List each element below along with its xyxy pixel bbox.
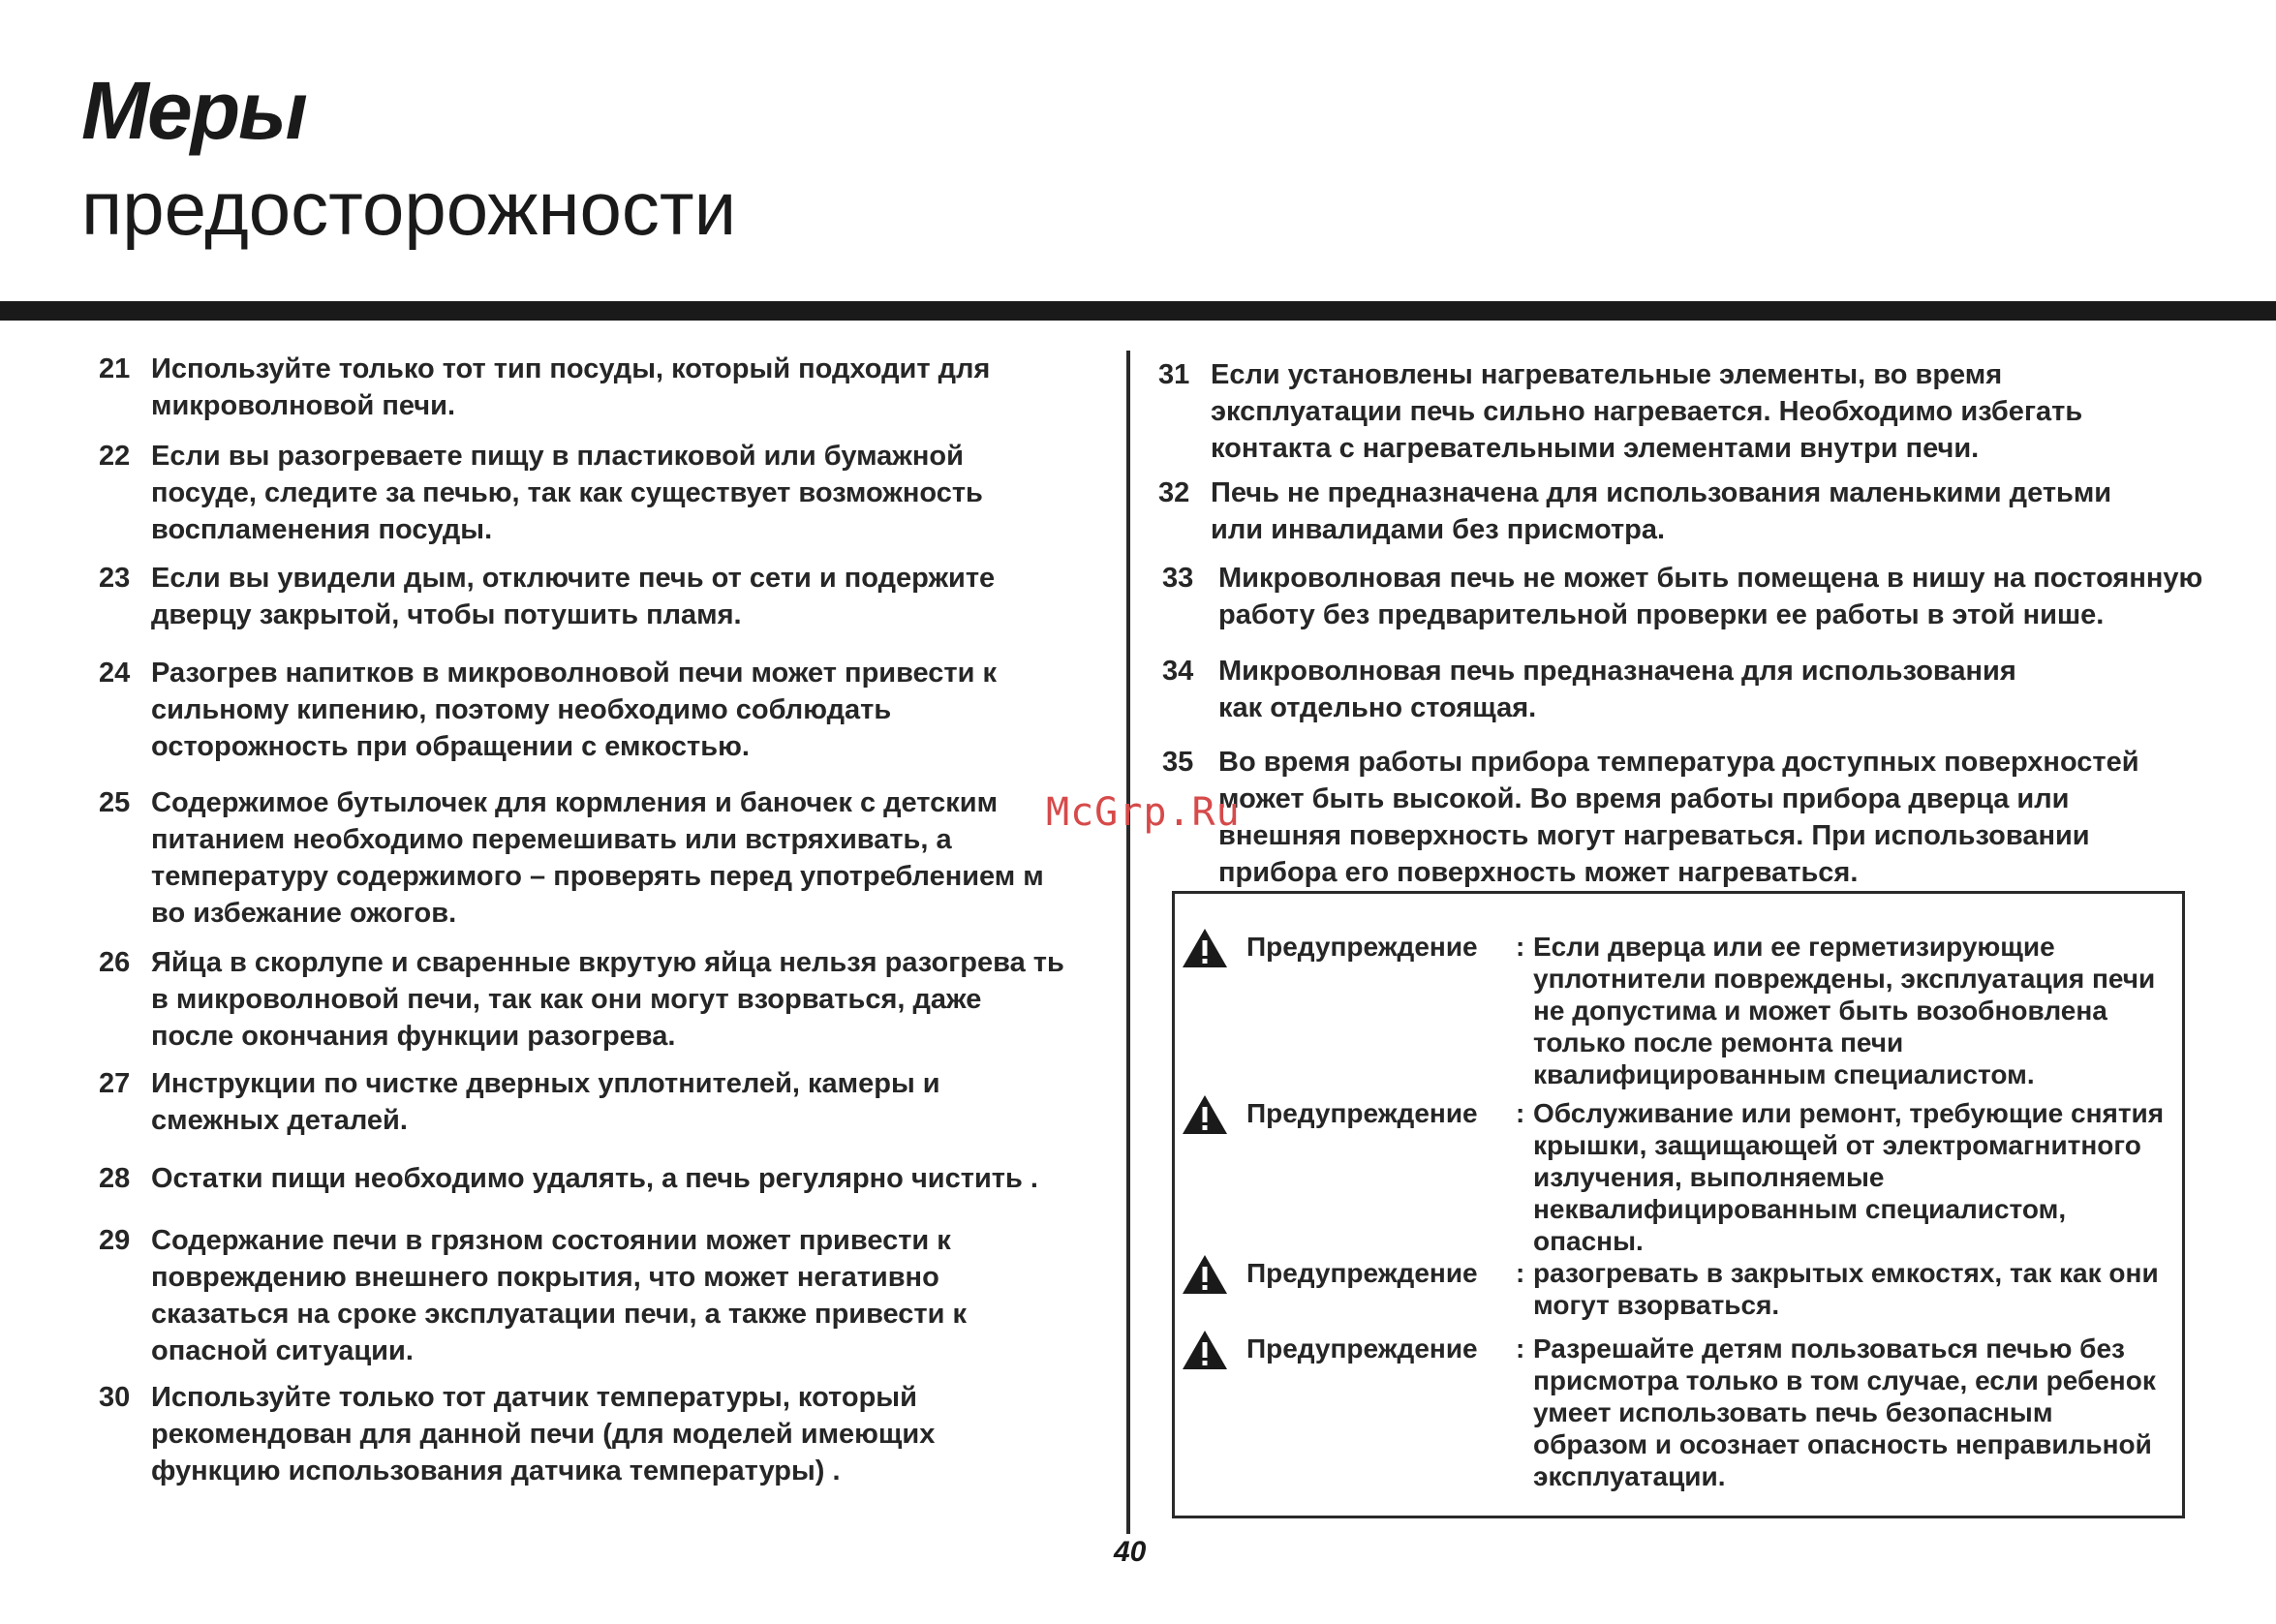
list-item-23 xyxy=(99,560,1106,633)
item-number: 24 xyxy=(99,658,131,689)
list-item-26 xyxy=(99,944,1106,1055)
warning-label: Предупреждение xyxy=(1246,1333,1478,1364)
item-text: Используйте только тот тип посуды, который подходит для микроволновой печи. xyxy=(151,353,991,421)
item-text: Микроволновая печь предназначена для использования как отдельно стоящая. xyxy=(1218,656,2016,723)
list-item-35 xyxy=(1158,744,2233,891)
warning-label: Предупреждение xyxy=(1246,932,1478,962)
list-item-22 xyxy=(99,438,1106,548)
item-text: Остатки пищи необходимо удалять, а печь регулярно чистить . xyxy=(151,1163,1038,1194)
item-text: Во время работы прибора температура доступных поверхностей может быть высокой. Во время работы прибора дверца или внешняя поверхность могут нагреваться. При использовании прибора его поверхность может нагреваться. xyxy=(1218,747,2139,888)
item-number: 23 xyxy=(99,563,131,594)
warning-text: Разрешайте детям пользоваться печью без присмотра только в том случае, если ребенок умеет использовать печь безопасным образом и осознает опасность неправильной эксплуатации. xyxy=(1533,1333,2156,1491)
warning-text: Обслуживание или ремонт, требующие снятия крышки, защищающей от электромагнитного излучения, выполняемые неквалифицированным специалистом, опасны. xyxy=(1533,1098,2165,1256)
item-number: 32 xyxy=(1158,477,1190,508)
list-item-27 xyxy=(99,1065,1106,1139)
list-item-25 xyxy=(99,784,1106,932)
warning-triangle-icon xyxy=(1181,1329,1229,1371)
item-number: 29 xyxy=(99,1225,131,1256)
warning-text: Если дверца или ее герметизирующие уплотнители повреждены, эксплуатация печи не допустима и может быть возобновлена только после ремонта печи квалифицированным специалистом. xyxy=(1533,932,2156,1089)
item-text: Разогрев напитков в микроволновой печи может привести к сильному кипению, поэтому необходимо соблюдать осторожность при обращении с емкостью. xyxy=(151,658,998,762)
warning-colon: : xyxy=(1516,1098,1525,1128)
item-number: 28 xyxy=(99,1163,131,1194)
item-number: 21 xyxy=(99,353,131,384)
item-number: 34 xyxy=(1162,656,1194,687)
list-item-30 xyxy=(99,1379,1106,1489)
warning-text: разогревать в закрытых емкостях, так как они могут взорваться. xyxy=(1533,1258,2159,1320)
item-text: Если установлены нагревательные элементы, во время эксплуатации печь сильно нагревается. Необходимо избегать контакта с нагревательными элементами внутри печи. xyxy=(1211,359,2083,464)
list-item-29 xyxy=(99,1222,1106,1369)
page-number: 40 xyxy=(1114,1536,1147,1568)
list-item-34 xyxy=(1158,653,2233,726)
list-item-33 xyxy=(1158,560,2233,633)
item-text: Печь не предназначена для использования маленькими детьми или инвалидами без присмотра. xyxy=(1211,477,2112,545)
item-number: 35 xyxy=(1162,747,1194,778)
item-text: Содержимое бутылочек для кормления и баночек с детским питанием необходимо перемешивать или встряхивать, а температуру содержимого – проверять перед употреблением м во избежание ожогов. xyxy=(151,787,1044,929)
item-text: Используйте только тот датчик температуры, который рекомендован для данной печи (для моделей имеющих функцию использования датчика температуры) . xyxy=(151,1382,936,1486)
item-number: 27 xyxy=(99,1068,131,1099)
warning-colon: : xyxy=(1516,1333,1525,1364)
item-text: Яйца в скорлупе и сваренные вкрутую яйца нельзя разогрева ть в микроволновой печи, так как они могут взорваться, даже после окончания функции разогрева. xyxy=(151,947,1064,1052)
list-item-32 xyxy=(1158,475,2233,548)
watermark: McGrp.Ru xyxy=(1046,790,1241,835)
warning-label: Предупреждение xyxy=(1246,1098,1478,1128)
item-number: 26 xyxy=(99,947,131,978)
page-subtitle: предосторожности xyxy=(81,166,737,251)
warning-label: Предупреждение xyxy=(1246,1258,1478,1288)
item-number: 31 xyxy=(1158,359,1190,390)
item-text: Микроволновая печь не может быть помещена в нишу на постоянную работу без предварительной проверки ее работы в этой нише. xyxy=(1218,563,2203,630)
warning-triangle-icon xyxy=(1181,1093,1229,1136)
warning-colon: : xyxy=(1516,932,1525,962)
list-item-21 xyxy=(99,351,1106,424)
page-title: Меры xyxy=(81,65,306,156)
item-text: Инструкции по чистке дверных уплотнителей, камеры и смежных деталей. xyxy=(151,1068,940,1136)
item-number: 30 xyxy=(99,1382,131,1413)
item-number: 25 xyxy=(99,787,131,818)
column-divider xyxy=(1126,351,1130,1534)
item-text: Содержание печи в грязном состоянии может привести к повреждению внешнего покрытия, что может негативно сказаться на сроке эксплуатации печи, а также привести к опасной ситуации. xyxy=(151,1225,968,1366)
list-item-24 xyxy=(99,655,1106,765)
header-rule xyxy=(0,301,2276,321)
item-text: Если вы разогреваете пищу в пластиковой или бумажной посуде, следите за печью, так как существует возможность воспламенения посуды. xyxy=(151,441,983,545)
warning-box xyxy=(1172,891,2185,1518)
list-item-31 xyxy=(1158,356,2233,467)
warning-triangle-icon xyxy=(1181,927,1229,969)
item-text: Если вы увидели дым, отключите печь от сети и подержите дверцу закрытой, чтобы потушить пламя. xyxy=(151,563,996,630)
warning-colon: : xyxy=(1516,1258,1525,1288)
list-item-28 xyxy=(99,1160,1106,1197)
item-number: 22 xyxy=(99,441,131,472)
item-number: 33 xyxy=(1162,563,1194,594)
warning-triangle-icon xyxy=(1181,1253,1229,1296)
